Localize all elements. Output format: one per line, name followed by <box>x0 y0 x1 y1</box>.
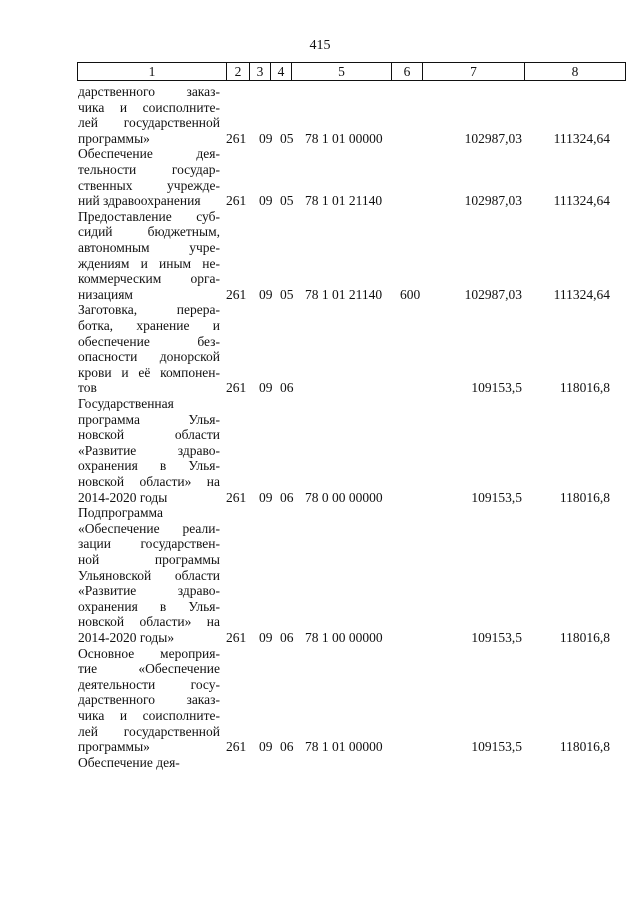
description-line: обеспечение без- <box>78 333 220 349</box>
cell-col-7: 109153,5 <box>471 629 522 645</box>
description-line: Заготовка, перера- <box>78 302 220 318</box>
row-description <box>78 396 220 505</box>
cell-col-7: 109153,5 <box>471 380 522 396</box>
cell-col-5: 78 1 01 21140 <box>305 286 383 302</box>
description-line: низациям <box>78 286 133 302</box>
cell-col-2: 261 <box>226 193 247 209</box>
cell-col-8: 118016,8 <box>559 739 610 755</box>
description-line: охранения в Улья- <box>78 598 220 614</box>
cell-col-5: 78 1 01 21140 <box>305 193 383 209</box>
description-line: программа Улья- <box>78 411 220 427</box>
cell-col-5: 78 1 00 00000 <box>305 629 383 645</box>
description-line: дарственного заказ- <box>78 692 220 708</box>
description-line: новской области» на <box>78 473 220 489</box>
row-description <box>78 302 220 396</box>
description-line: «Развитие здраво- <box>78 442 220 458</box>
row-description <box>78 646 220 755</box>
cell-col-6: 600 <box>400 286 421 302</box>
description-line: программы» <box>78 739 150 755</box>
header-col-7: 7 <box>423 63 525 80</box>
description-line: опасности донорской <box>78 349 220 365</box>
page-number: 415 <box>309 38 331 53</box>
description-line: Государственная <box>78 396 174 411</box>
cell-col-7: 102987,03 <box>464 193 522 209</box>
description-line: коммерческим орга- <box>78 271 220 287</box>
cell-col-2: 261 <box>226 739 247 755</box>
cell-col-2: 261 <box>226 130 247 146</box>
cell-col-8: 111324,64 <box>553 286 610 302</box>
description-line: Подпрограмма <box>78 505 163 521</box>
description-line: ной программы <box>78 551 220 567</box>
cell-col-8: 111324,64 <box>553 130 610 146</box>
description-line: «Развитие здраво- <box>78 583 220 599</box>
cell-col-3: 09 <box>259 489 273 505</box>
row-description <box>78 84 220 146</box>
cell-col-3: 09 <box>259 130 273 146</box>
cell-col-7: 109153,5 <box>471 489 522 505</box>
description-line: дарственного заказ- <box>78 84 220 99</box>
description-line: тельности государ- <box>78 161 220 177</box>
cell-col-4: 06 <box>280 739 294 755</box>
cell-col-7: 102987,03 <box>464 130 522 146</box>
description-line: Обеспечение дея- <box>78 146 220 162</box>
description-line: Ульяновской области <box>78 567 220 583</box>
cell-col-2: 261 <box>226 629 247 645</box>
cell-col-4: 05 <box>280 130 294 146</box>
description-line: крови и её компонен- <box>78 364 220 380</box>
cell-col-5: 78 0 00 00000 <box>305 489 383 505</box>
description-line: новской области» на <box>78 614 220 630</box>
cell-col-4: 06 <box>280 629 294 645</box>
description-line: ждениям и иным не- <box>78 255 220 271</box>
row-description <box>78 146 220 208</box>
description-line: программы» <box>78 130 150 146</box>
cell-col-7: 102987,03 <box>464 286 522 302</box>
description-line: деятельности госу- <box>78 676 220 692</box>
cell-col-7: 109153,5 <box>471 739 522 755</box>
description-line: тов <box>78 380 97 396</box>
description-line: чика и соисполните- <box>78 99 220 115</box>
description-line: Предоставление суб- <box>78 208 220 224</box>
header-col-3: 3 <box>250 63 271 80</box>
description-line: ственных учрежде- <box>78 177 220 193</box>
cell-col-5: 78 1 01 00000 <box>305 739 383 755</box>
description-line: сидий бюджетным, <box>78 224 220 240</box>
cell-col-4: 06 <box>280 489 294 505</box>
description-line: ботка, хранение и <box>78 317 220 333</box>
description-line: тие «Обеспечение <box>78 661 220 677</box>
header-col-4: 4 <box>271 63 292 80</box>
cell-col-2: 261 <box>226 489 247 505</box>
table-header <box>77 62 626 81</box>
description-line: Основное мероприя- <box>78 645 220 661</box>
cell-col-4: 06 <box>280 380 294 396</box>
cell-col-8: 118016,8 <box>559 629 610 645</box>
header-col-8: 8 <box>571 64 579 79</box>
description-line: охранения в Улья- <box>78 458 220 474</box>
description-line: 2014-2020 годы <box>78 489 168 505</box>
cell-col-4: 05 <box>280 193 294 209</box>
description-line: Обеспечение дея- <box>78 754 180 770</box>
cell-col-3: 09 <box>259 629 273 645</box>
cell-col-3: 09 <box>259 739 273 755</box>
header-col-5: 5 <box>292 63 392 80</box>
cell-col-8: 118016,8 <box>559 380 610 396</box>
header-col-2: 2 <box>227 63 250 80</box>
cell-col-3: 09 <box>259 380 273 396</box>
row-description <box>78 755 220 771</box>
description-line: лей государственной <box>78 115 220 131</box>
cell-col-3: 09 <box>259 286 273 302</box>
description-line: ний здравоохранения <box>78 193 201 209</box>
header-col-6: 6 <box>392 63 423 80</box>
cell-col-2: 261 <box>226 380 247 396</box>
description-line: новской области <box>78 427 220 443</box>
header-col-1: 1 <box>78 63 227 80</box>
description-line: 2014-2020 годы» <box>78 629 175 645</box>
cell-col-4: 05 <box>280 286 294 302</box>
description-line: лей государственной <box>78 723 220 739</box>
row-description <box>78 209 220 303</box>
cell-col-8: 118016,8 <box>559 489 610 505</box>
cell-col-5: 78 1 01 00000 <box>305 130 383 146</box>
cell-col-2: 261 <box>226 286 247 302</box>
description-line: чика и соисполните- <box>78 707 220 723</box>
cell-col-3: 09 <box>259 193 273 209</box>
row-description <box>78 505 220 645</box>
description-line: «Обеспечение реали- <box>78 520 220 536</box>
description-line: автономным учре- <box>78 239 220 255</box>
cell-col-8: 111324,64 <box>553 193 610 209</box>
description-line: зации государствен- <box>78 536 220 552</box>
